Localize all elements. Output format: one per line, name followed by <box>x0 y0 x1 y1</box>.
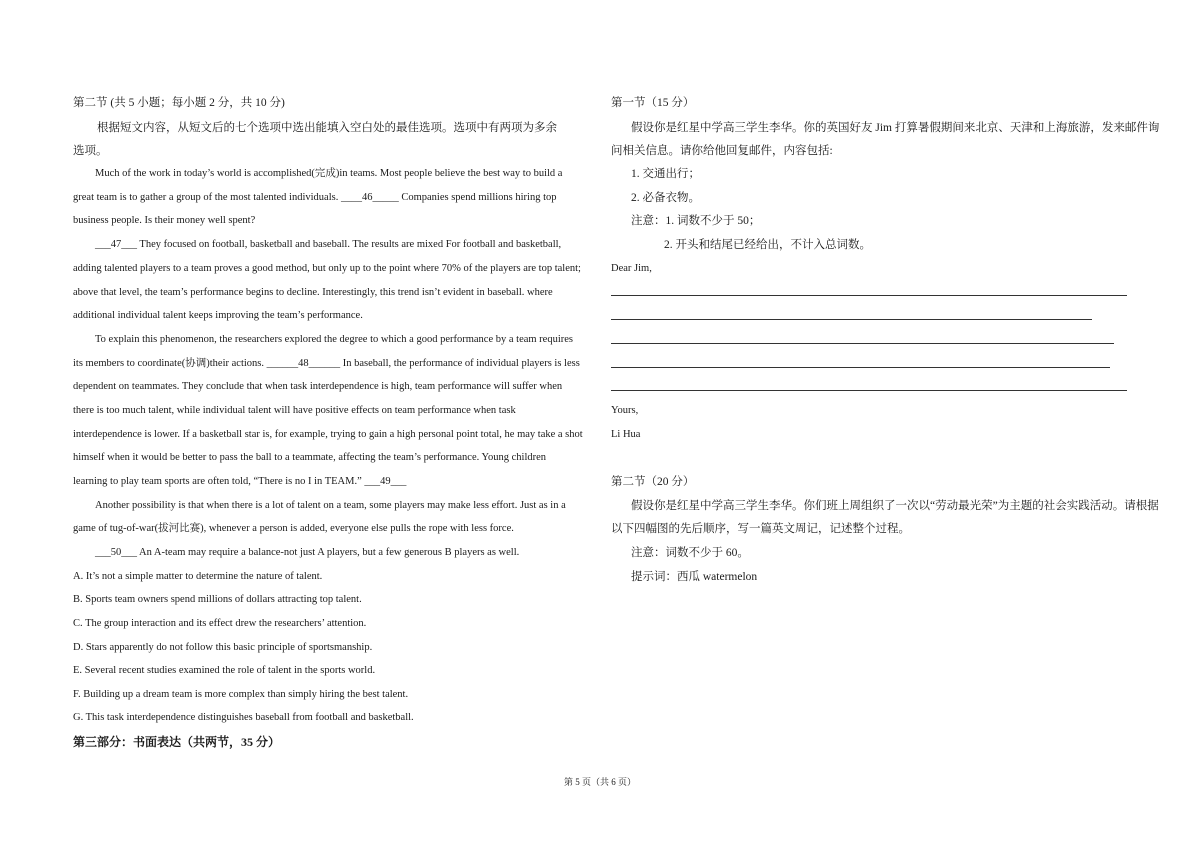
passage-line: adding talented players to a team proves a good method, but only up to the point where 70% of the players are top talent; <box>73 263 581 274</box>
passage-line: business people. Is their money well spent? <box>73 215 256 226</box>
passage-line: its members to coordinate(协调)their actions. ______48______ In baseball, the performance of individual players is less <box>73 358 580 369</box>
sec2-prompt-line-1: 假设你是红星中学高三学生李华。你们班上周组织了一次以“劳动最光荣”为主题的社会实践活动。请根据 <box>631 500 1159 512</box>
sec1-note-1: 注意：1. 词数不少于 50； <box>631 215 761 227</box>
option-g: G. This task interdependence distinguishes baseball from football and basketball. <box>73 712 414 723</box>
passage-line: Another possibility is that when there is a lot of talent on a team, some players may make less effort. Just as in a <box>95 500 566 511</box>
passage-line: ___47___ They focused on football, basketball and baseball. The results are mixed For football and basketball, <box>95 239 562 250</box>
passage-line: Much of the work in today’s world is accomplished(完成)in teams. Most people believe the best way to build a <box>95 168 563 179</box>
passage-line: above that level, the team’s performance begins to decline. Interestingly, this trend isn’t evident in baseball. where <box>73 287 553 298</box>
sec2-hint: 提示词：西瓜 watermelon <box>631 571 758 583</box>
option-b: B. Sports team owners spend millions of dollars attracting top talent. <box>73 594 362 605</box>
passage-line: game of tug-of-war(拔河比赛), whenever a person is added, everyone else pulls the rope with less force. <box>73 523 514 534</box>
passage-line: himself when it would be better to pass the ball to a teammate, affecting the team’s performance. Young children <box>73 452 547 463</box>
part3-title: 第三部分：书面表达（共两节，35 分） <box>73 735 281 749</box>
passage-line: learning to play team sports are often told, “There is no I in TEAM.” ___49___ <box>73 476 407 487</box>
option-c: C. The group interaction and its effect drew the researchers’ attention. <box>73 618 367 629</box>
section-title: 第二节 (共 5 小题；每小题 2 分，共 10 分) <box>73 97 285 109</box>
passage-line: additional individual talent keeps improving the team’s performance. <box>73 310 363 321</box>
writing-line <box>611 390 1127 391</box>
sec2-title: 第二节（20 分） <box>611 476 695 488</box>
page-footer: 第 5 页（共 6 页） <box>563 777 636 787</box>
passage-line: dependent on teammates. They conclude that when task interdependence is high, team performance will suffer when <box>73 381 563 392</box>
option-f: F. Building up a dream team is more complex than simply hiring the best talent. <box>73 689 409 700</box>
writing-line <box>611 319 1092 320</box>
sec2-prompt-line-2: 以下四幅图的先后顺序，写一篇英文周记，记述整个过程。 <box>611 523 910 535</box>
option-e: E. Several recent studies examined the role of talent in the sports world. <box>73 665 376 676</box>
passage-line: great team is to gather a group of the most talented individuals. ____46_____ Companies spend millions hiring top <box>73 192 557 203</box>
passage-line: there is too much talent, while individual talent will have positive effects on team performance when task <box>73 405 516 416</box>
salutation: Dear Jim, <box>611 263 652 274</box>
sec1-prompt-line-2: 问相关信息。请你给他回复邮件，内容包括: <box>611 145 833 157</box>
sec2-note: 注意：词数不少于 60。 <box>631 547 749 559</box>
closing: Yours, <box>611 405 639 416</box>
instructions-line-2: 选项。 <box>73 145 108 157</box>
sec1-prompt-line-1: 假设你是红星中学高三学生李华。你的英国好友 Jim 打算暑假期间来北京、天津和上海旅游，发来邮件询 <box>631 122 1160 134</box>
sec1-item-2: 2. 必备衣物。 <box>631 192 700 204</box>
passage-line: ___50___ An A-team may require a balance-not just A players, but a few generous B players as well. <box>95 547 520 558</box>
writing-line <box>611 367 1110 368</box>
option-a: A. It’s not a simple matter to determine the nature of talent. <box>73 571 323 582</box>
sec1-title: 第一节（15 分） <box>611 97 695 109</box>
passage-line: interdependence is lower. If a basketball star is, for example, trying to gain a high personal point total, he may take a shot <box>73 429 583 440</box>
sec1-item-1: 1. 交通出行； <box>631 168 700 180</box>
signature: Li Hua <box>611 429 641 440</box>
sec1-note-2: 2. 开头和结尾已经给出，不计入总词数。 <box>664 239 871 251</box>
writing-line <box>611 295 1127 296</box>
instructions-line-1: 根据短文内容，从短文后的七个选项中选出能填入空白处的最佳选项。选项中有两项为多余 <box>97 122 557 134</box>
writing-line <box>611 343 1114 344</box>
passage-line: To explain this phenomenon, the researchers explored the degree to which a good performance by a team requires <box>95 334 573 345</box>
option-d: D. Stars apparently do not follow this basic principle of sportsmanship. <box>73 642 373 653</box>
